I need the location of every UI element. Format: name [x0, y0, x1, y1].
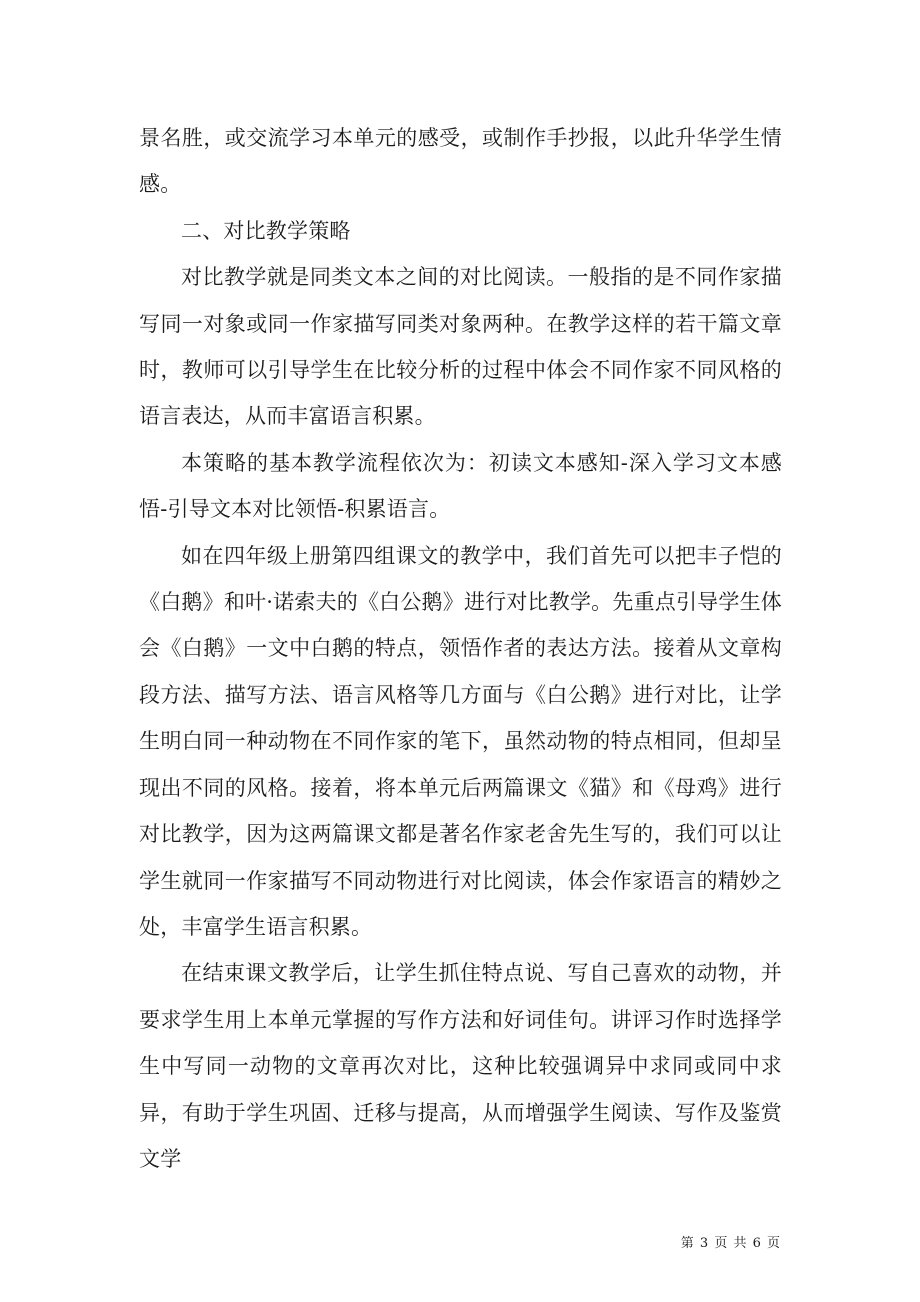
paragraph: 在结束课文教学后，让学生抓住特点说、写自己喜欢的动物，并要求学生用上本单元掌握的写作方法和好词佳句。讲评习作时选择学生中写同一动物的文章再次对比，这种比较强调异中求同或同中求异，有助于学生巩固、迁移与提高，从而增强学生阅读、写作及鉴赏文学	[139, 961, 782, 1171]
paragraph: 对比教学就是同类文本之间的对比阅读。一般指的是不同作家描写同一对象或同一作家描写同类对象两种。在教学这样的若干篇文章时，教师可以引导学生在比较分析的过程中体会不同作家不同风格的语言表达，从而丰富语言积累。	[139, 265, 782, 429]
section-heading: 二、对比教学策略	[181, 218, 351, 243]
page-number-footer: 第 3 页 共 6 页	[680, 1236, 781, 1251]
document-body	[139, 115, 782, 1182]
paragraph-continuation: 景名胜，或交流学习本单元的感受，或制作手抄报，以此升华学生情感。	[139, 126, 782, 197]
paragraph: 本策略的基本教学流程依次为：初读文本感知-深入学习文本感悟-引导文本对比领悟-积累语言。	[139, 450, 782, 522]
paragraph: 如在四年级上册第四组课文的教学中，我们首先可以把丰子恺的《白鹅》和叶·诺索夫的《白公鹅》进行对比教学。先重点引导学生体会《白鹅》一文中白鹅的特点，领悟作者的表达方法。接着从文章构段方法、描写方法、语言风格等几方面与《白公鹅》进行对比，让学生明白同一种动物在不同作家的笔下，虽然动物的特点相同，但却呈现出不同的风格。接着，将本单元后两篇课文《猫》和《母鸡》进行对比教学，因为这两篇课文都是著名作家老舍先生写的，我们可以让学生就同一作家描写不同动物进行对比阅读，体会作家语言的精妙之处，丰富学生语言积累。	[139, 543, 782, 939]
